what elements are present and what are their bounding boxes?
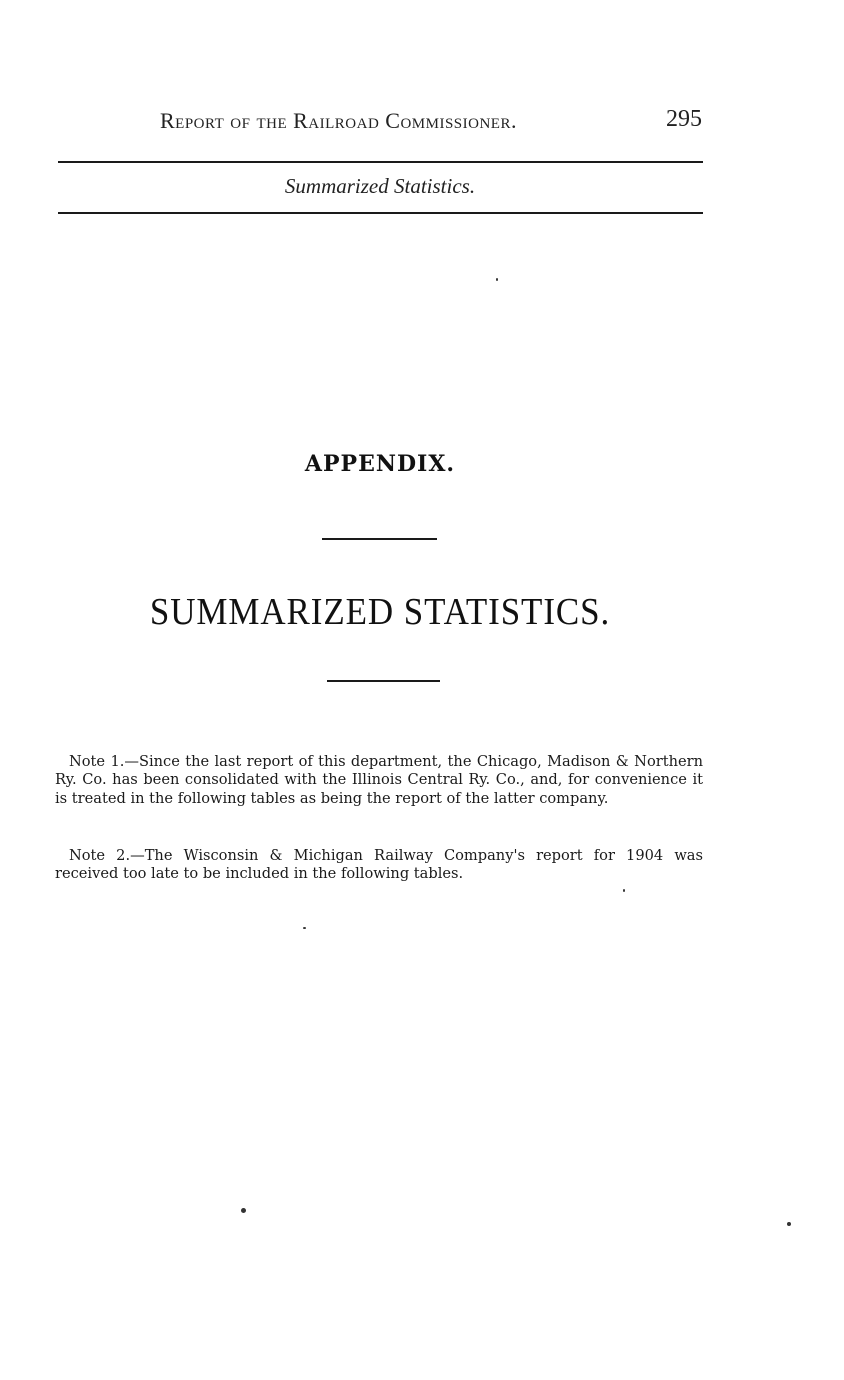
header-rule-top [58, 161, 703, 163]
divider-rule [322, 538, 437, 540]
page-number: 295 [666, 106, 702, 132]
scan-speck [241, 1208, 246, 1213]
note-paragraph: Note 1.—Since the last report of this department, the Chicago, Madison & Northern Ry. Co. has been consolidated with the Illinois Central Ry. Co., and, for convenience it is treated in the following tables as being the report of the latter company. [55, 752, 703, 807]
scan-speck [787, 1222, 791, 1226]
scan-speck [496, 278, 498, 281]
scan-speck [623, 889, 625, 892]
scan-speck [303, 927, 306, 929]
divider-rule [327, 680, 440, 682]
appendix-heading: APPENDIX. [304, 451, 456, 477]
note-paragraph: Note 2.—The Wisconsin & Michigan Railway Company's report for 1904 was received too late to be included in the following tables. [55, 846, 703, 883]
section-head: Summarized Statistics. [284, 174, 476, 198]
running-head-title: Report of the Railroad Commissioner. [160, 108, 517, 133]
header-rule-bottom [58, 212, 703, 214]
main-title: SUMMARIZED STATISTICS. [149, 591, 611, 633]
